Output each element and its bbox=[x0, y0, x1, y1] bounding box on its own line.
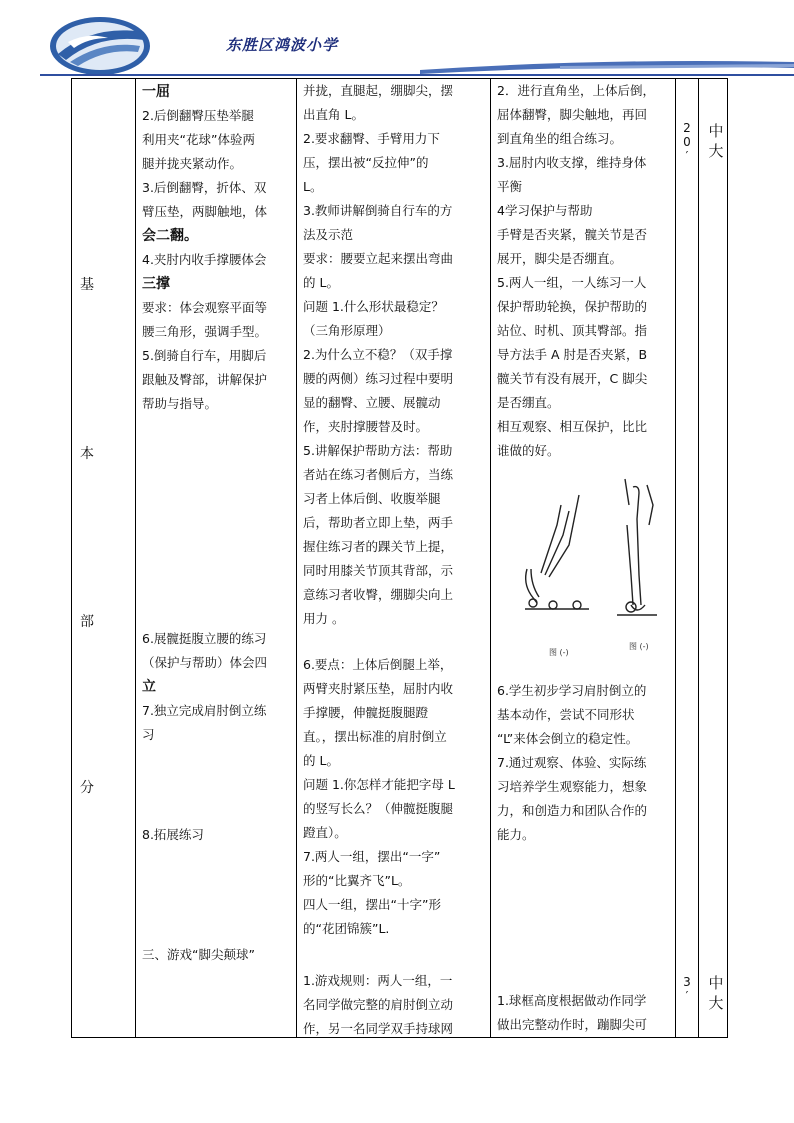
exercise-illustration bbox=[497, 465, 669, 665]
student-text-block bbox=[497, 989, 671, 1037]
text-line: 站位、时机、顶其臀部。指 bbox=[497, 323, 648, 338]
section-char: 基 bbox=[80, 277, 94, 293]
text-line: 出直角 L。 bbox=[303, 107, 364, 122]
student-text-block bbox=[497, 679, 671, 847]
text-line: 的 L。 bbox=[303, 753, 339, 768]
text-line: 4学习保护与帮助 bbox=[497, 203, 593, 218]
text-line: 5.讲解保护帮助方法：帮助 bbox=[303, 443, 453, 458]
text-line: 的“花团锦簇”L. bbox=[303, 921, 390, 936]
text-line: 一屈 bbox=[142, 84, 170, 100]
school-name: 东胜区鸿波小学 bbox=[226, 36, 339, 54]
text-line: 两臂夹肘紧压垫，屈肘内收 bbox=[303, 681, 454, 696]
stack-char: 0 bbox=[683, 135, 691, 149]
text-line: 4.夹肘内收手撑腰体会 bbox=[142, 252, 267, 267]
text-line: 6.要点：上体后倒腿上举， bbox=[303, 657, 453, 672]
text-line: （保护与帮助）体会四 bbox=[142, 655, 268, 670]
text-line: 2.为什么立不稳？（双手撑 bbox=[303, 347, 453, 362]
text-line: 直。，摆出标准的肩肘倒立 bbox=[303, 729, 447, 744]
stack-char: ′ bbox=[685, 149, 689, 163]
lesson-table bbox=[71, 78, 728, 1038]
text-line: 用力 。 bbox=[303, 611, 345, 626]
item-8-text: 8.拓展练习 bbox=[142, 827, 204, 842]
text-line: 习培养学生观察能力，想象 bbox=[497, 779, 648, 794]
section-char: 本 bbox=[80, 446, 94, 462]
stack-char: 大 bbox=[708, 142, 724, 160]
time-column bbox=[676, 79, 699, 1038]
text-line: 1.球框高度根据做动作同学 bbox=[497, 993, 647, 1008]
teacher-column bbox=[297, 79, 491, 1038]
intensity-value bbox=[707, 121, 725, 161]
text-line: 2.后倒翻臀压垫举腿 bbox=[142, 108, 254, 123]
text-line: 名同学做完整的肩肘倒立动 bbox=[303, 997, 454, 1012]
text-line: L。 bbox=[303, 179, 323, 194]
text-line: 平衡 bbox=[497, 179, 523, 194]
text-line: 展开，脚尖是否绷直。 bbox=[497, 251, 623, 266]
text-line: 6.展髋挺腹立腰的练习 bbox=[142, 631, 267, 646]
stack-char: 3 bbox=[683, 975, 691, 989]
text-line: 四人一组，摆出“十字”形 bbox=[303, 897, 441, 912]
section-char: 部 bbox=[80, 614, 94, 630]
text-line: 到直角坐的组合练习。 bbox=[497, 131, 623, 146]
teacher-text-block bbox=[303, 79, 486, 631]
text-line: 腰三角形，强调手型。 bbox=[142, 324, 268, 339]
text-line: 臂压垫，两脚触地，体 bbox=[142, 204, 268, 219]
text-line: 5.倒骑自行车，用脚后 bbox=[142, 348, 267, 363]
text-line: 问题 1.你怎样才能把字母 L bbox=[303, 777, 455, 792]
stack-char: 大 bbox=[708, 994, 724, 1012]
text-line: 作，夹肘撑腰替及时。 bbox=[303, 419, 429, 434]
text-line: 的 L。 bbox=[303, 275, 339, 290]
text-line: 者站在练习者侧后方，当练 bbox=[303, 467, 454, 482]
header-rule bbox=[0, 56, 794, 80]
text-line: 做出完整动作时，蹦脚尖可 bbox=[497, 1017, 648, 1032]
text-line: 同时用膝关节顶其背部，示 bbox=[303, 563, 454, 578]
text-line: 作，另一名同学双手持球网 bbox=[303, 1021, 454, 1036]
text-line: 习者上体后倒、收腹举腿 bbox=[303, 491, 441, 506]
text-line: 7.两人一组，摆出“一字” bbox=[303, 849, 441, 864]
teacher-text-block bbox=[303, 969, 486, 1041]
text-line: 1.游戏规则：两人一组，一 bbox=[303, 973, 453, 988]
text-line: 要求：体会观察平面等 bbox=[142, 300, 268, 315]
text-line: 习 bbox=[142, 727, 155, 742]
text-line: （三角形原理） bbox=[303, 323, 391, 338]
text-line: 腿并拢夹紧动作。 bbox=[142, 156, 243, 171]
text-line: 手臂是否夹紧，髋关节是否 bbox=[497, 227, 648, 242]
text-line: 蹬直）。 bbox=[303, 825, 347, 840]
text-line: 屈体翻臀，脚尖触地，再回 bbox=[497, 107, 648, 122]
text-line: 法及示范 bbox=[303, 227, 354, 242]
content-column bbox=[136, 79, 297, 1038]
text-line: 保护帮助轮换，保护帮助的 bbox=[497, 299, 648, 314]
text-line: 6.学生初步学习肩肘倒立的 bbox=[497, 683, 647, 698]
stack-char: ′ bbox=[685, 989, 689, 1003]
text-line: 基本动作，尝试不同形状 bbox=[497, 707, 635, 722]
text-line: 后，帮助者立即上垫，两手 bbox=[303, 515, 454, 530]
text-line: 3.后倒翻臀，折体、双 bbox=[142, 180, 267, 195]
figure-caption: 图 (-) bbox=[549, 648, 569, 657]
text-line: 要求：腰要立起来摆出弯曲 bbox=[303, 251, 454, 266]
text-line: 三撑 bbox=[142, 276, 170, 292]
stack-char: 中 bbox=[708, 122, 724, 140]
intensity-value bbox=[707, 973, 725, 1013]
student-text-block bbox=[497, 79, 671, 463]
text-line: 是否绷直。 bbox=[497, 395, 560, 410]
text-line: 利用夹“花球”体验两 bbox=[142, 132, 255, 147]
section-char: 分 bbox=[80, 780, 94, 796]
student-column bbox=[491, 79, 676, 1038]
text-line: 髋关节有没有展开，C 脚尖 bbox=[497, 371, 648, 386]
stack-char: 2 bbox=[683, 121, 691, 135]
figure-caption: 图 (-) bbox=[629, 642, 649, 651]
stack-char: 中 bbox=[708, 974, 724, 992]
text-line: 导方法手 A 肘是否夹紧，B bbox=[497, 347, 648, 362]
text-line: “L”来体会倒立的稳定性。 bbox=[497, 731, 639, 746]
text-line: 问题 1.什么形状最稳定？ bbox=[303, 299, 444, 314]
text-line: 意练习者收臀，绷脚尖向上 bbox=[303, 587, 454, 602]
text-line: 并拢，直腿起，绷脚尖，摆 bbox=[303, 83, 454, 98]
text-line: 7.独立完成肩肘倒立练 bbox=[142, 703, 267, 718]
text-line: 握住练习者的踝关节上提， bbox=[303, 539, 454, 554]
text-line: 显的翻臀、立腰、展髋动 bbox=[303, 395, 441, 410]
page-header bbox=[0, 0, 794, 80]
section-cell bbox=[72, 79, 136, 1038]
text-line: 谁做的好。 bbox=[497, 443, 560, 458]
content-text-block bbox=[142, 80, 292, 416]
content-text-block bbox=[142, 627, 292, 747]
text-line: 2．进行直角坐，上体后倒， bbox=[497, 83, 655, 98]
text-line: 帮助与指导。 bbox=[142, 396, 218, 411]
text-line: 会二翻。 bbox=[142, 228, 198, 244]
time-value bbox=[680, 121, 694, 163]
text-line: 7.通过观察、体验、实际练 bbox=[497, 755, 647, 770]
text-line: 力，和创造力和团队合作的 bbox=[497, 803, 648, 818]
text-line: 2.要求翻臀、手臂用力下 bbox=[303, 131, 440, 146]
text-line: 相互观察、相互保护，比比 bbox=[497, 419, 648, 434]
text-line: 手撑腰，伸髋挺腹腿蹬 bbox=[303, 705, 429, 720]
game-title: 三、游戏“脚尖颠球” bbox=[142, 947, 255, 962]
teacher-text-block bbox=[303, 653, 486, 941]
text-line: 5.两人一组，一人练习一人 bbox=[497, 275, 647, 290]
text-line: 立 bbox=[142, 679, 156, 695]
text-line: 3.屈肘内收支撑，维持身体 bbox=[497, 155, 647, 170]
intensity-column bbox=[699, 79, 728, 1038]
text-line: 能力。 bbox=[497, 827, 535, 842]
text-line: 腰的两侧）练习过程中要明 bbox=[303, 371, 454, 386]
text-line: 的竖写长么？（伸髋挺腹腿 bbox=[303, 801, 454, 816]
text-line: 跟触及臀部，讲解保护 bbox=[142, 372, 268, 387]
time-value bbox=[680, 975, 694, 1003]
text-line: 3.教师讲解倒骑自行车的方 bbox=[303, 203, 453, 218]
text-line: 形的“比翼齐飞”L。 bbox=[303, 873, 411, 888]
text-line: 压，摆出被“反拉伸”的 bbox=[303, 155, 429, 170]
